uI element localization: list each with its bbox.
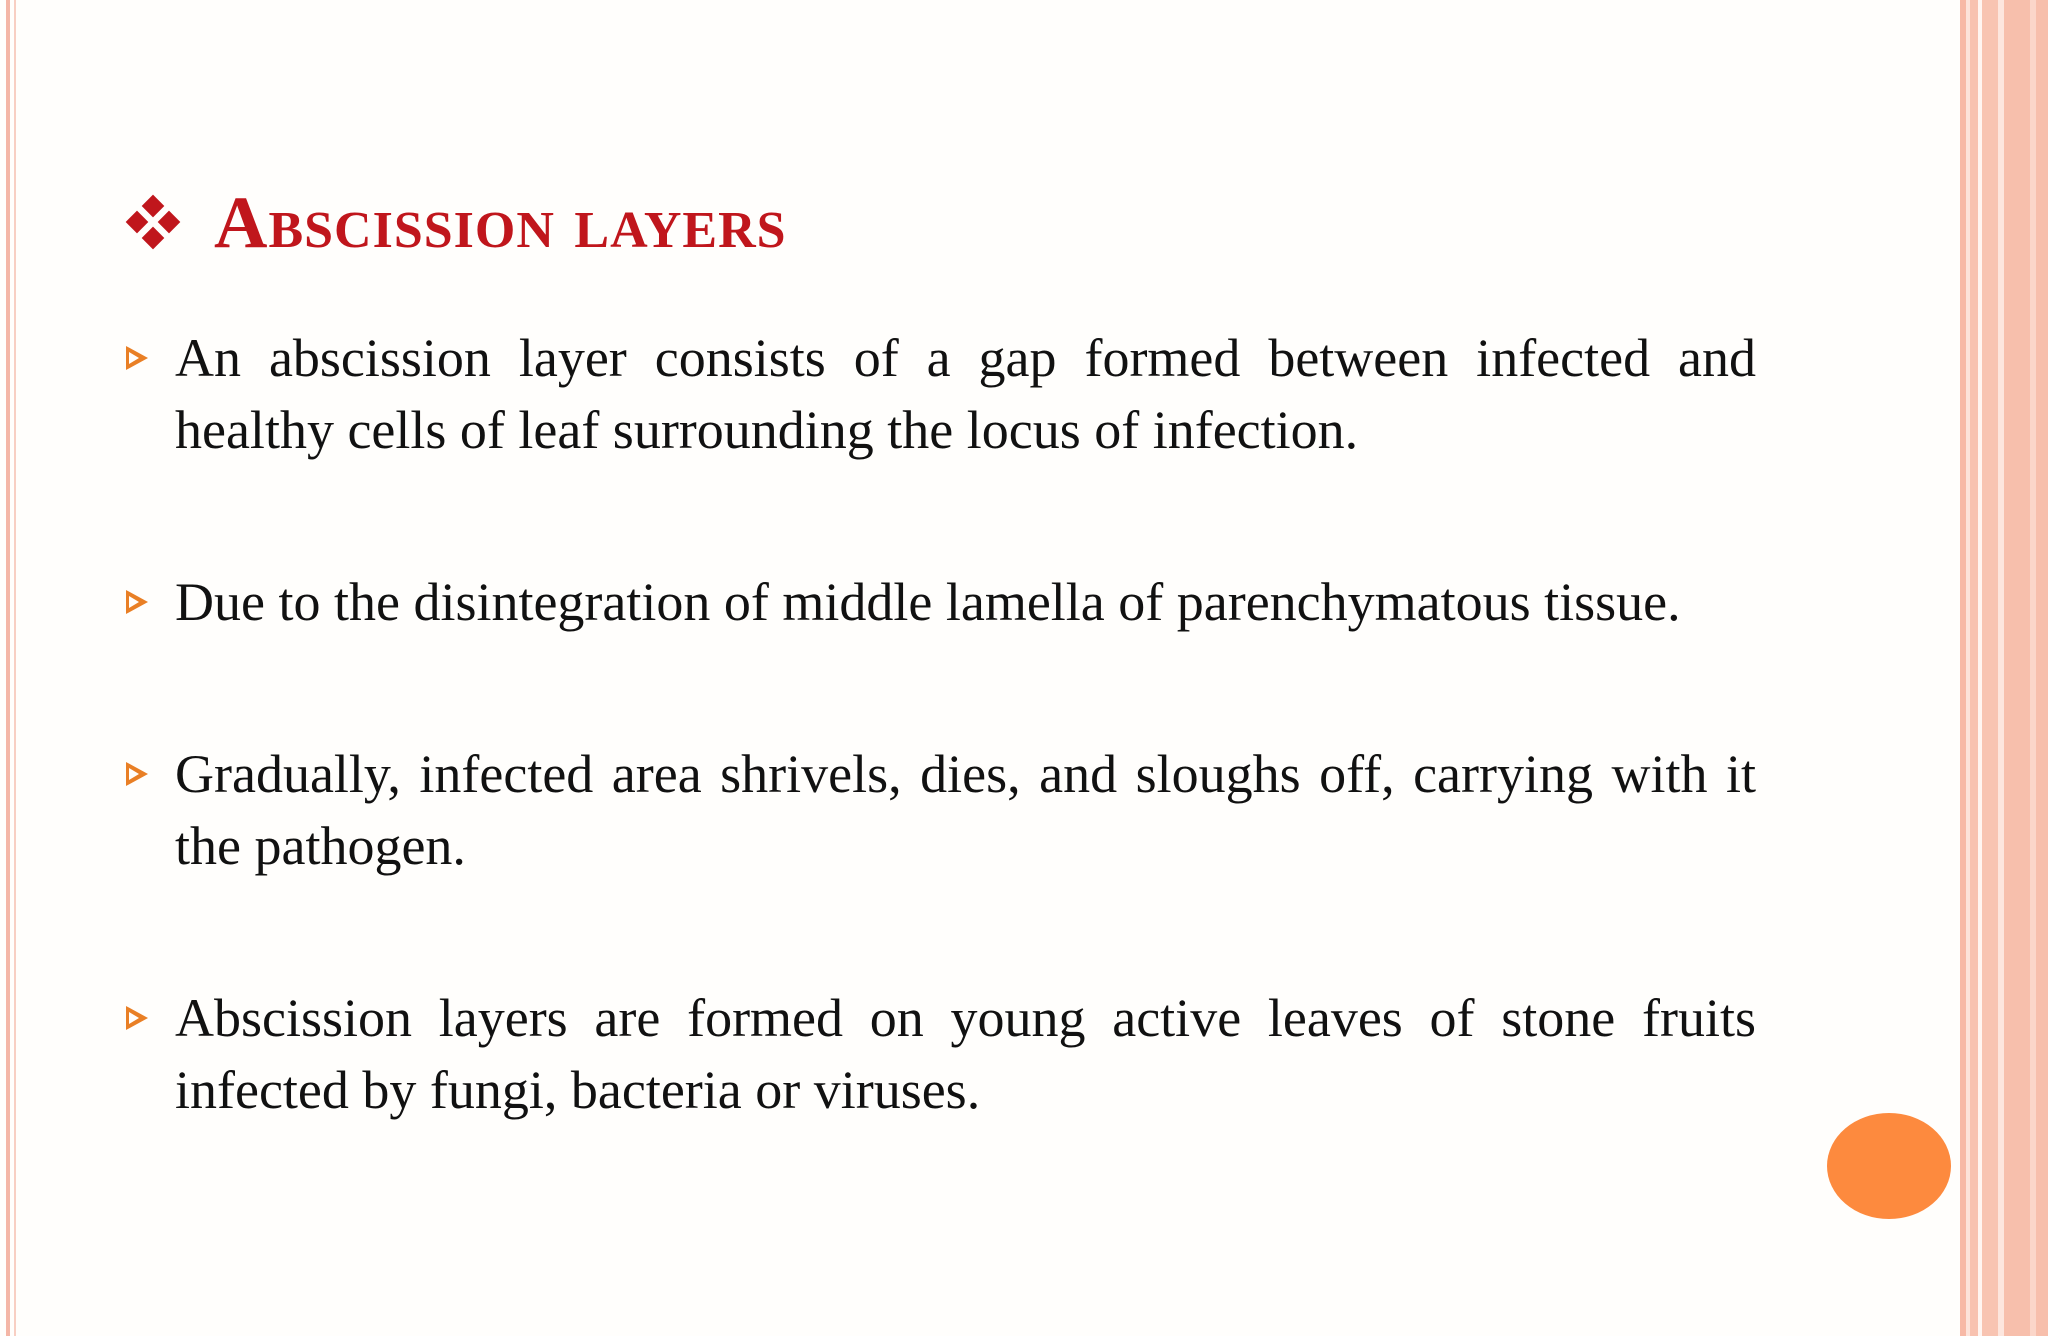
accent-circle — [1827, 1113, 1951, 1219]
slide-title — [124, 178, 787, 268]
slide-title-text: Abscission layers — [214, 181, 787, 264]
arrowhead-icon — [126, 346, 148, 370]
arrowhead-icon — [126, 762, 148, 786]
left-border-line — [6, 0, 10, 1336]
bullet-list — [124, 322, 1756, 1126]
bullet-item — [124, 982, 1756, 1126]
right-border-stripe — [2030, 0, 2036, 1336]
left-border-line-inner — [14, 0, 16, 1336]
bullet-item — [124, 738, 1756, 882]
bullet-text: Gradually, infected area shrivels, dies, and sloughs off, carrying with it the pathogen. — [175, 744, 1756, 876]
bullet-text: Abscission layers are formed on young active leaves of stone fruits infected by fungi, bacteria or viruses. — [175, 988, 1756, 1120]
bullet-text: An abscission layer consists of a gap formed between infected and healthy cells of leaf surrounding the locus of infection. — [175, 328, 1756, 460]
right-border-band — [1982, 0, 1998, 1336]
right-border-band — [1970, 0, 1978, 1336]
four-diamonds-icon — [124, 194, 182, 252]
arrowhead-icon — [126, 1006, 148, 1030]
right-border-band — [2004, 0, 2048, 1336]
bullet-item — [124, 566, 1756, 638]
bullet-text: Due to the disintegration of middle lamella of parenchymatous tissue. — [175, 572, 1681, 632]
arrowhead-icon — [126, 590, 148, 614]
bullet-item — [124, 322, 1756, 466]
